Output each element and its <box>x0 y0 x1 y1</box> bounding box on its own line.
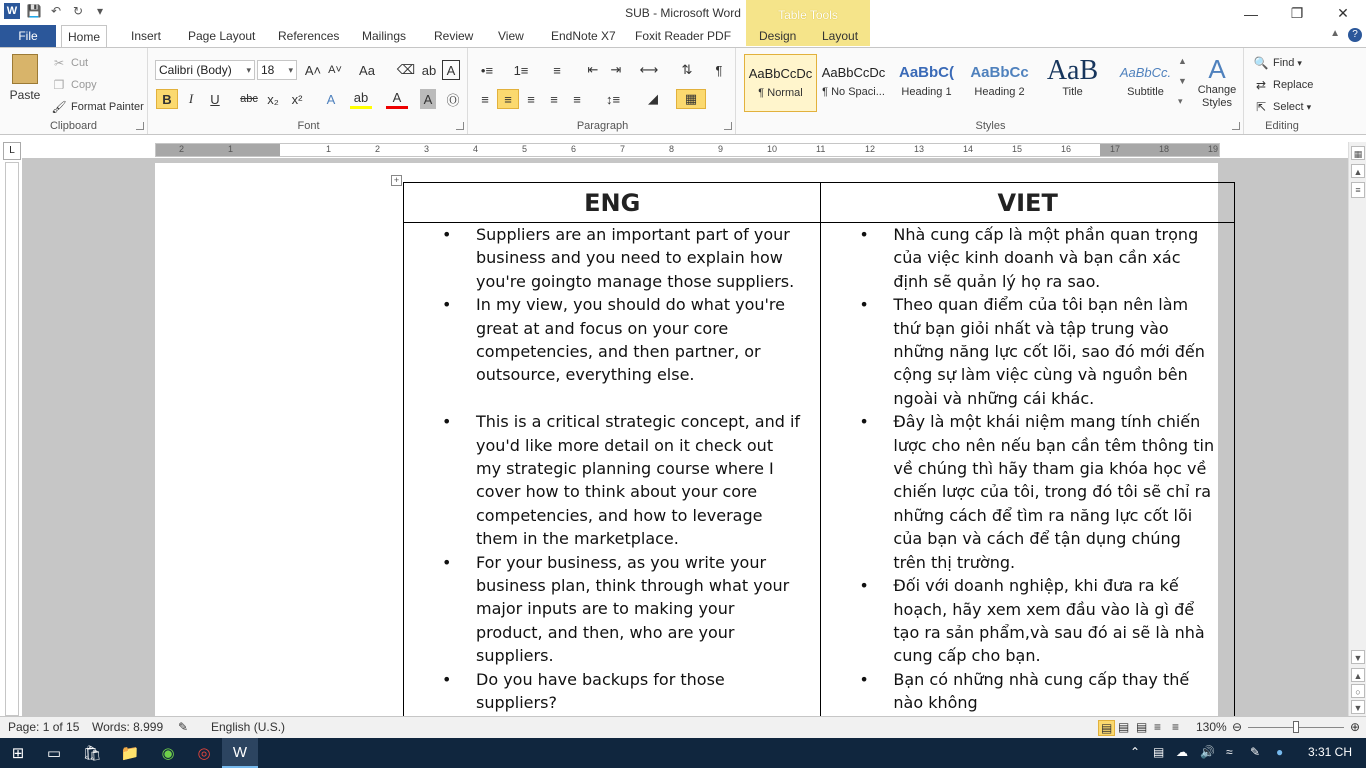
paintbrush-icon: 🖌 <box>51 100 67 114</box>
notification-icon[interactable]: ● <box>1276 745 1284 759</box>
ruler-number: 18 <box>1159 144 1170 154</box>
page-count[interactable]: Page: 1 of 15 <box>8 720 80 734</box>
text-effects-icon[interactable]: A <box>326 91 336 107</box>
list-item: • Suppliers are an important part of your business and you need to explain how you're goingto manage those suppliers. <box>404 223 820 293</box>
scroll-down-icon[interactable]: ▼ <box>1351 650 1365 664</box>
font-group <box>150 48 468 134</box>
next-page-icon[interactable]: ▼ <box>1351 700 1365 714</box>
eng-list <box>404 223 820 716</box>
zoom-in-icon[interactable]: ⊕ <box>1350 720 1361 734</box>
list-item: • Đối với doanh nghiệp, khi đưa ra kế hoạch, hãy xem xem đầu vào là gì để tạo ra sản phẩm,và sau đó ai sẽ là nhà cung cấp cho bạn. <box>821 574 1234 668</box>
minimize-icon[interactable]: — <box>1244 5 1258 22</box>
list-item: • This is a critical strategic concept, and if you'd like more detail on it check out my strategic planning course where I cover how to think about your core competencies, and how to leverage them in the marketplace. <box>404 410 820 550</box>
tab-file[interactable]: File <box>0 25 56 48</box>
paste-icon <box>12 54 38 84</box>
onedrive-icon[interactable]: ☁ <box>1176 745 1188 759</box>
scroll-up-icon[interactable]: ▲ <box>1351 164 1365 178</box>
show-formatting-icon[interactable]: ¶ <box>715 62 723 78</box>
web-layout-icon[interactable]: ▤ <box>1136 720 1148 734</box>
paragraph-group-label: Paragraph <box>576 120 629 132</box>
style-title-preview: AaB <box>1046 55 1099 86</box>
translation-table <box>403 182 1235 716</box>
ruler-number: 10 <box>767 144 778 154</box>
scissors-icon: ✂ <box>53 56 65 70</box>
line-spacing-icon[interactable]: ↕≡ <box>605 91 621 107</box>
scroll-thumb[interactable]: ≡ <box>1351 182 1365 198</box>
ruler-number: 15 <box>1012 144 1023 154</box>
asian-layout-icon[interactable]: ⟷ <box>639 62 659 77</box>
close-icon[interactable]: ✕ <box>1337 5 1349 21</box>
list-item: • Nhà cung cấp là một phần quan trọng của việc kinh doanh và bạn cần xác định sẽ quản lý họ ra sao. <box>821 223 1234 293</box>
clear-formatting-icon[interactable]: ⌫ <box>396 62 416 77</box>
redo-icon[interactable]: ↻ <box>72 4 84 18</box>
camtasia-icon[interactable]: ◉ <box>161 745 175 762</box>
find-label: Find <box>1273 57 1295 69</box>
styles-scroll-down-icon[interactable]: ▼ <box>1178 76 1187 86</box>
replace-icon: ⇄ <box>1255 78 1267 92</box>
styles-gallery <box>744 54 1190 112</box>
wifi-icon[interactable]: ≈ <box>1226 745 1233 759</box>
character-shading-icon[interactable]: A <box>420 89 436 109</box>
paragraph-group <box>470 48 736 134</box>
page[interactable] <box>155 163 1218 716</box>
font-launcher-icon[interactable] <box>456 122 464 130</box>
decrease-indent-icon[interactable]: ⇤ <box>587 62 599 77</box>
network-icon[interactable]: ▤ <box>1153 745 1165 759</box>
style-normal[interactable] <box>744 54 817 112</box>
bold-button[interactable]: B <box>156 89 178 109</box>
styles-scroll-up-icon[interactable]: ▲ <box>1178 56 1187 66</box>
ruler-number: 5 <box>522 144 528 154</box>
style-title-name: Title <box>1062 86 1083 98</box>
style-no-spacing-preview: AaBbCcDc <box>821 65 886 80</box>
list-item: • Đây là một khái niệm mang tính chiến lược cho nên nếu bạn cần têm thông tin về chúng thì hãy tham gia khóa học về chiến lược của tôi, trong đó tôi sẽ chỉ ra những cách để tìm ra năng lực cốt lõi của bạn và cách để tận dụng chúng trên thị trường. <box>821 410 1234 574</box>
style-heading-1-name: Heading 1 <box>901 86 952 98</box>
previous-page-icon[interactable]: ▲ <box>1351 668 1365 682</box>
list-item: • For your business, as you write your business plan, think through what your major inputs are to making your product, and then, who are your suppliers. <box>404 551 820 668</box>
tab-page-layout[interactable]: Page Layout <box>188 29 256 43</box>
grow-font-icon[interactable]: A˄ <box>304 62 322 78</box>
paste-button[interactable] <box>6 54 44 102</box>
ruler-number: 11 <box>816 144 826 154</box>
zoom-out-icon[interactable]: ⊖ <box>1232 720 1243 734</box>
ruler-number: 8 <box>669 144 675 154</box>
draft-icon[interactable]: ≡ <box>1172 720 1180 734</box>
taskbar-clock[interactable]: 3:31 CH <box>1307 745 1352 759</box>
viet-cell[interactable] <box>821 223 1235 717</box>
editing-group <box>1246 48 1318 134</box>
zoom-level[interactable]: 130% <box>1196 720 1227 734</box>
phonetic-guide-icon[interactable]: ab <box>421 62 437 78</box>
ribbon-tabs <box>0 25 1366 48</box>
style-no-spacing[interactable] <box>817 54 890 112</box>
view-ruler-icon[interactable]: ▦ <box>1351 146 1365 160</box>
styles-more-icon[interactable]: ▾ <box>1178 96 1183 106</box>
cut-button[interactable] <box>50 54 88 72</box>
align-right-icon[interactable]: ≡ <box>527 91 535 107</box>
style-heading-2[interactable] <box>963 54 1036 112</box>
viet-list <box>821 223 1234 716</box>
word-app-icon[interactable]: W <box>4 3 20 19</box>
language-tray-icon[interactable]: ✎ <box>1250 745 1261 759</box>
ruler-number: 19 <box>1208 144 1219 154</box>
list-item: • Do you have backups for those suppliers? <box>404 668 820 715</box>
tab-references[interactable]: References <box>278 29 340 43</box>
style-title[interactable] <box>1036 54 1109 112</box>
tab-home[interactable]: Home <box>61 25 107 48</box>
quick-access-toolbar <box>4 3 108 19</box>
tab-layout[interactable]: Layout <box>822 29 859 43</box>
font-size-combo[interactable]: 18 ▾ <box>257 60 297 80</box>
multilevel-list-icon[interactable]: ≡ <box>553 62 561 78</box>
justify-icon[interactable]: ≡ <box>550 91 558 107</box>
tab-mailings[interactable]: Mailings <box>362 29 407 43</box>
title-bar <box>0 0 1366 27</box>
select-button[interactable] <box>1252 98 1311 116</box>
styles-group-label: Styles <box>975 120 1006 132</box>
binoculars-icon: 🔍 <box>1253 56 1269 70</box>
ruler-number: 2 <box>375 144 381 154</box>
ruler-number: 13 <box>914 144 925 154</box>
word-count[interactable]: Words: 8.999 <box>92 720 164 734</box>
file-explorer-icon[interactable]: 📁 <box>120 745 140 762</box>
select-label: Select <box>1273 101 1304 113</box>
superscript-button[interactable]: x² <box>291 91 303 107</box>
clipboard-group-label: Clipboard <box>49 120 98 132</box>
distributed-icon[interactable]: ≡ <box>573 91 581 107</box>
style-normal-name: ¶ Normal <box>758 87 803 99</box>
tab-foxit[interactable]: Foxit Reader PDF <box>635 29 732 43</box>
tab-selector[interactable]: L <box>3 142 21 160</box>
italic-button[interactable]: I <box>188 91 194 106</box>
replace-label: Replace <box>1273 79 1314 91</box>
styles-launcher-icon[interactable] <box>1232 122 1240 130</box>
select-cursor-icon: ⇱ <box>1255 100 1267 114</box>
style-subtitle-name: Subtitle <box>1127 86 1164 98</box>
start-windows-icon[interactable]: ⊞ <box>11 745 25 762</box>
style-no-spacing-name: ¶ No Spaci... <box>822 86 885 98</box>
save-icon[interactable]: 💾 <box>26 4 42 18</box>
language[interactable]: English (U.S.) <box>211 720 286 734</box>
ruler-number: 16 <box>1061 144 1072 154</box>
ruler-number: 9 <box>718 144 724 154</box>
tab-view[interactable]: View <box>498 29 524 43</box>
change-styles-icon: A <box>1208 54 1226 84</box>
list-item: • In my view, you should do what you're great at and focus on your core competencies, and then partner, or outsource, everything else. <box>404 293 820 387</box>
format-painter-label: Format Painter <box>71 101 144 113</box>
full-screen-reading-icon[interactable]: ▤ <box>1118 720 1130 734</box>
task-view-icon[interactable]: ▭ <box>46 745 62 762</box>
header-eng[interactable]: ENG <box>404 183 821 223</box>
change-case-icon[interactable]: Aa <box>359 62 375 78</box>
format-painter-button[interactable] <box>50 98 144 116</box>
ruler-number: 12 <box>865 144 876 154</box>
store-icon[interactable]: 🛍 <box>82 745 102 762</box>
character-border-icon[interactable]: A <box>442 60 460 80</box>
print-layout-icon[interactable]: ▤ <box>1098 720 1115 736</box>
ruler-number: 3 <box>424 144 430 154</box>
select-browse-object-icon[interactable]: ○ <box>1351 684 1365 698</box>
restore-icon[interactable]: ❐ <box>1290 5 1304 21</box>
change-styles-button[interactable] <box>1194 54 1240 110</box>
ruler-number: 14 <box>963 144 974 154</box>
shading-icon[interactable]: ◢ <box>648 91 658 106</box>
strikethrough-button[interactable]: abc <box>240 93 258 105</box>
window-title: SUB - Microsoft Word <box>625 6 741 20</box>
font-group-label: Font <box>297 120 320 132</box>
style-normal-preview: AaBbCcDc <box>748 66 813 81</box>
bullets-icon[interactable]: •≡ <box>480 62 494 78</box>
list-item: • Bạn có những nhà cung cấp thay thế nào không <box>821 668 1234 715</box>
tab-endnote[interactable]: EndNote X7 <box>551 29 616 43</box>
style-heading-1-preview: AaBbC( <box>899 64 954 81</box>
status-bar <box>0 716 1366 738</box>
ruler-number: 1 <box>228 144 234 154</box>
ruler-number: 1 <box>326 144 332 154</box>
copy-label: Copy <box>71 79 97 91</box>
borders-icon[interactable]: ▦ <box>676 89 706 109</box>
word-taskbar-icon[interactable]: W <box>222 738 258 768</box>
paste-label: Paste <box>9 88 41 102</box>
style-heading-2-name: Heading 2 <box>974 86 1025 98</box>
customize-qat-icon[interactable]: ▾ <box>96 4 104 18</box>
style-subtitle-preview: AaBbCc. <box>1119 65 1172 80</box>
copy-icon: ❐ <box>53 78 65 92</box>
volume-icon[interactable]: 🔊 <box>1200 745 1215 759</box>
document-area <box>22 158 1348 716</box>
sort-icon[interactable]: ⇅ <box>681 62 693 77</box>
font-color-icon[interactable]: A <box>386 89 408 109</box>
table-header-row <box>404 183 1235 223</box>
taskbar <box>0 738 1366 768</box>
eng-cell[interactable] <box>404 223 821 717</box>
header-viet[interactable]: VIET <box>821 183 1235 223</box>
copy-button[interactable] <box>50 76 97 94</box>
ruler-numbers <box>156 144 1219 156</box>
subscript-button[interactable]: x₂ <box>267 91 279 107</box>
tab-insert[interactable]: Insert <box>131 29 162 43</box>
find-dropdown-icon: ▾ <box>1297 57 1302 68</box>
zoom-thumb[interactable] <box>1293 721 1299 733</box>
highlight-icon[interactable]: ab <box>350 89 372 109</box>
underline-button[interactable]: U <box>210 91 220 107</box>
ruler-number: 4 <box>473 144 479 154</box>
font-family-combo[interactable]: Calibri (Body) ▾ <box>155 60 255 80</box>
select-dropdown-icon: ▾ <box>1306 101 1312 112</box>
ruler-number: 7 <box>620 144 626 154</box>
list-item: • Theo quan điểm của tôi bạn nên làm thứ bạn giỏi nhất và tập trung vào những năng lực cốt lõi, sao đó mới đến cộng sự làm việc cùng và nguồn bên ngoài và những cái khác. <box>821 293 1234 410</box>
increase-indent-icon[interactable]: ⇥ <box>610 62 622 77</box>
outline-icon[interactable]: ≡ <box>1154 720 1162 734</box>
style-subtitle[interactable] <box>1109 54 1182 112</box>
align-center-icon[interactable]: ≡ <box>497 89 519 109</box>
tray-overflow-icon[interactable]: ⌃ <box>1130 745 1141 759</box>
ruler-number: 17 <box>1110 144 1121 154</box>
ruler-number: 6 <box>571 144 577 154</box>
tab-review[interactable]: Review <box>434 29 474 43</box>
shrink-font-icon[interactable]: A˅ <box>328 64 342 76</box>
align-left-icon[interactable]: ≡ <box>481 91 489 107</box>
table-body-row <box>404 223 1235 717</box>
change-styles-label: Change Styles <box>1197 84 1237 109</box>
clipboard-launcher-icon[interactable] <box>136 122 144 130</box>
vertical-ruler[interactable] <box>5 162 19 716</box>
horizontal-ruler[interactable] <box>155 143 1220 157</box>
style-heading-2-preview: AaBbCc <box>970 64 1029 81</box>
undo-icon[interactable]: ↶ <box>50 4 62 18</box>
table-move-handle-icon[interactable]: + <box>391 175 402 186</box>
ribbon <box>0 47 1366 135</box>
help-icon[interactable]: ? <box>1348 28 1362 42</box>
chrome-icon[interactable]: ◎ <box>197 745 211 762</box>
paragraph-launcher-icon[interactable] <box>724 122 732 130</box>
find-button[interactable] <box>1252 54 1302 72</box>
clipboard-group <box>0 48 148 134</box>
editing-group-label: Editing <box>1265 120 1299 132</box>
proofing-icon[interactable]: ✎ <box>178 720 189 734</box>
numbering-icon[interactable]: 1≡ <box>513 62 529 78</box>
vertical-scrollbar[interactable] <box>1348 142 1366 716</box>
replace-button[interactable] <box>1252 76 1313 94</box>
enclose-characters-icon[interactable]: Ⓞ <box>446 92 460 108</box>
cut-label: Cut <box>71 57 89 69</box>
style-heading-1[interactable] <box>890 54 963 112</box>
ruler-number: 2 <box>179 144 185 154</box>
minimize-ribbon-icon[interactable]: ▲ <box>1330 28 1340 39</box>
window-controls <box>1228 0 1366 27</box>
tab-design[interactable]: Design <box>759 29 797 43</box>
table-tools-label: Table Tools <box>778 8 838 22</box>
